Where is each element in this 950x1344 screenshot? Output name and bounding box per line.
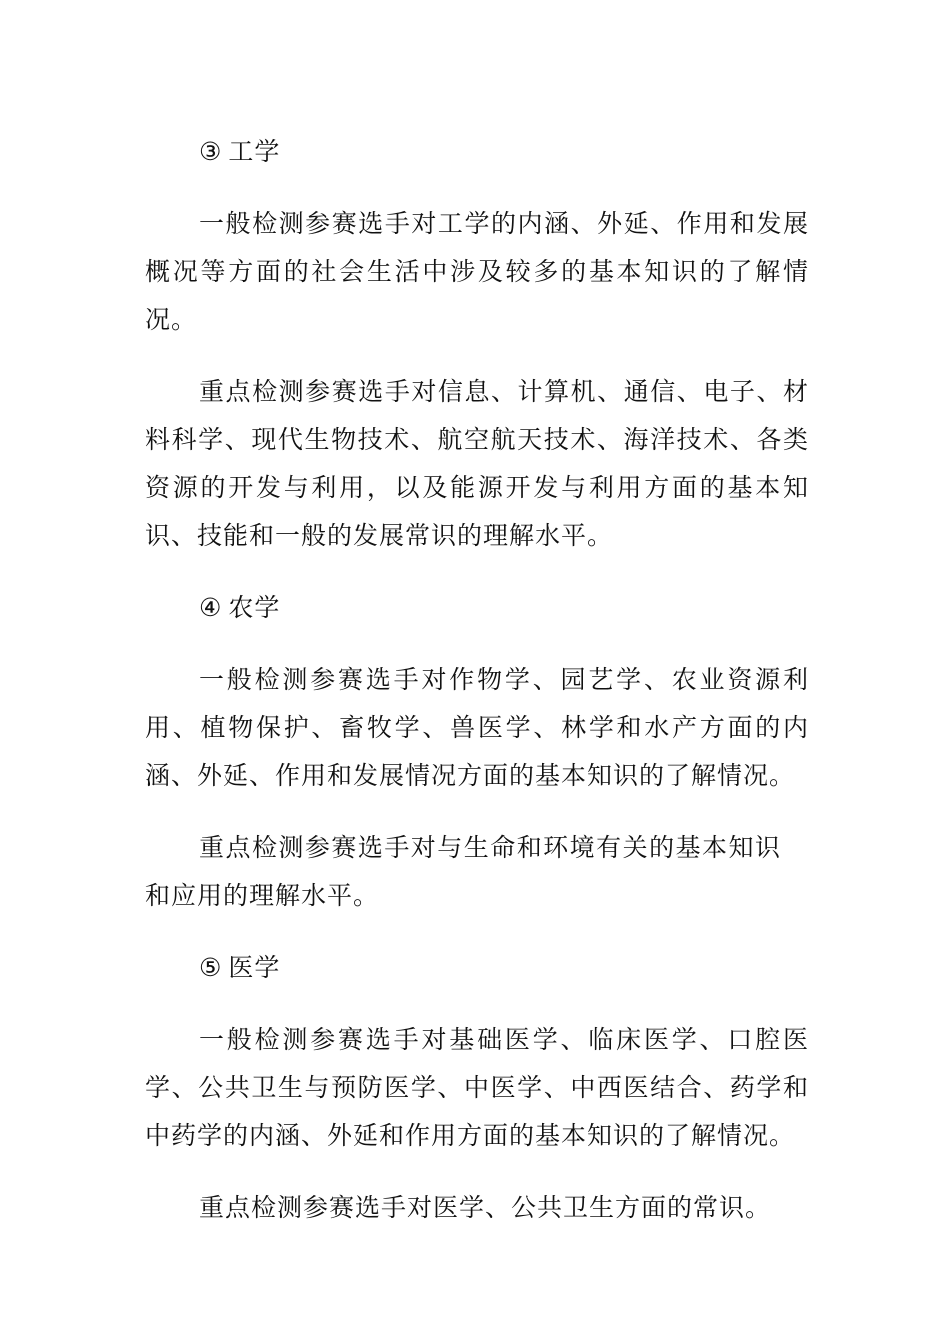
document-body	[145, 128, 809, 1256]
paragraph-engineering-general: 一般检测参赛选手对工学的内涵、外延、作用和发展概况等方面的社会生活中涉及较多的基本知识的了解情况。	[145, 209, 809, 334]
paragraph-engineering-focus: 重点检测参赛选手对信息、计算机、通信、电子、材料科学、现代生物技术、航空航天技术、海洋技术、各类资源的开发与利用，以及能源开发与利用方面的基本知识、技能和一般的发展常识的理解水平。	[145, 377, 809, 550]
paragraph-agriculture-focus: 重点检测参赛选手对与生命和环境有关的基本知识和应用的理解水平。	[145, 833, 781, 910]
section-heading-engineering	[145, 128, 809, 176]
paragraph-medicine-general: 一般检测参赛选手对基础医学、临床医学、口腔医学、公共卫生与预防医学、中医学、中西医结合、药学和中药学的内涵、外延和作用方面的基本知识的了解情况。	[145, 1025, 809, 1150]
section-heading-agriculture	[145, 584, 809, 632]
section-title: 工学	[228, 137, 281, 166]
section-title: 农学	[228, 593, 281, 622]
section-number: ⑤	[199, 953, 223, 982]
section-number: ③	[199, 137, 223, 166]
section-heading-medicine	[145, 944, 809, 992]
paragraph-medicine-focus: 重点检测参赛选手对医学、公共卫生方面的常识。	[199, 1193, 772, 1222]
section-number: ④	[199, 593, 223, 622]
paragraph-agriculture-general: 一般检测参赛选手对作物学、园艺学、农业资源利用、植物保护、畜牧学、兽医学、林学和水产方面的内涵、外延、作用和发展情况方面的基本知识的了解情况。	[145, 665, 809, 790]
section-title: 医学	[228, 953, 281, 982]
